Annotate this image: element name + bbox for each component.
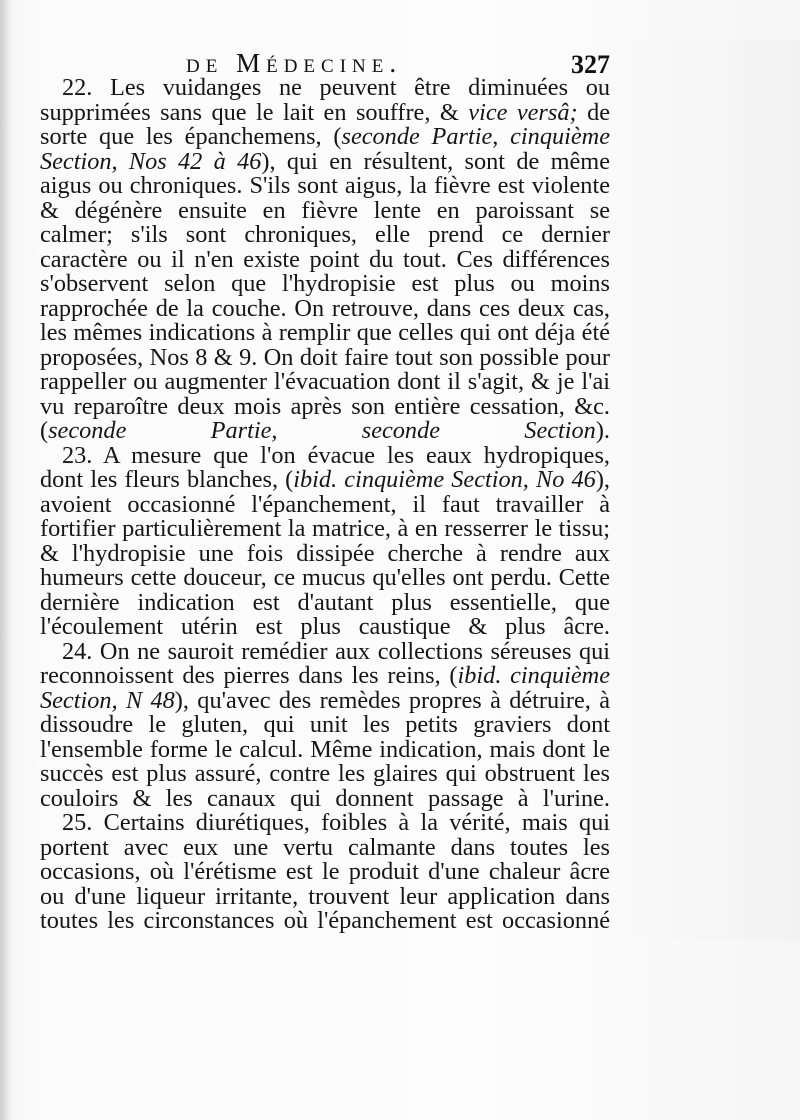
show-through-shading	[620, 40, 800, 940]
paragraph-24: 24. On ne sauroit remédier aux collections séreuses qui reconnoissent des pierres dans les reins, (ibid. cinquième Section, N 48), qu'avec des remèdes propres à détruire, à dissoudre le gluten, qui unit les petits graviers dont l'ensemble forme le calcul. Même indication, mais dont le succès est plus assuré, contre les glaires qui obstruent les couloirs & les canaux qui donnent passage à l'urine.	[40, 637, 610, 812]
paragraph-number: 25.	[62, 809, 93, 836]
paragraph-number: 22.	[62, 74, 93, 101]
gutter-shadow	[0, 0, 10, 1120]
text-body	[40, 76, 610, 934]
running-title: de Médecine.	[186, 48, 403, 78]
paragraph-25: 25. Certains diurétiques, foibles à la vérité, mais qui portent avec eux une vertu calmante dans toutes les occasions, où l'érétisme est le produit d'une chaleur âcre ou d'une liqueur irritante, trouvent leur application dans toutes les circonstances où l'épanchement est occasionné	[40, 809, 610, 934]
paragraph-23: 23. A mesure que l'on évacue les eaux hydropiques, dont les fleurs blanches, (ibid. cinquième Section, No 46), avoient occasionné l'épanchement, il faut travailler à fortifier particulièrement la matrice, à en resserrer le tissu; & l'hydropisie une fois dissipée cherche à rendre aux humeurs cette douceur, ce mucus qu'elles ont perdu. Cette dernière indication est d'autant plus essentielle, que l'écoulement utérin est plus caustique & plus âcre.	[40, 441, 610, 640]
paragraph-number: 24.	[62, 637, 93, 665]
paragraph-number: 23.	[62, 441, 93, 469]
page-number: 327	[571, 50, 610, 79]
paragraph-22: 22. Les vuidanges ne peuvent être diminuées ou supprimées sans que le lait en souffre, & vice versâ; de sorte que les épanchemens, (seconde Partie, cinquième Section, Nos 42 à 46), qui en résultent, sont de même aigus ou chroniques. S'ils sont aigus, la fièvre est violente & dégénère ensuite en fièvre lente en paroissant se calmer; s'ils sont chroniques, elle prend ce dernier caractère ou il n'en existe point du tout. Ces différences s'observent selon que l'hydropisie est plus ou moins rapprochée de la couche. On retrouve, dans ces deux cas, les mêmes indications à remplir que celles qui ont déja été proposées, Nos 8 & 9. On doit faire tout son possible pour rappeller ou augmenter l'évacuation dont il s'agit, & je l'ai vu reparoître deux mois après son entière cessation, &c. (seconde Partie, seconde Section).	[40, 74, 611, 444]
